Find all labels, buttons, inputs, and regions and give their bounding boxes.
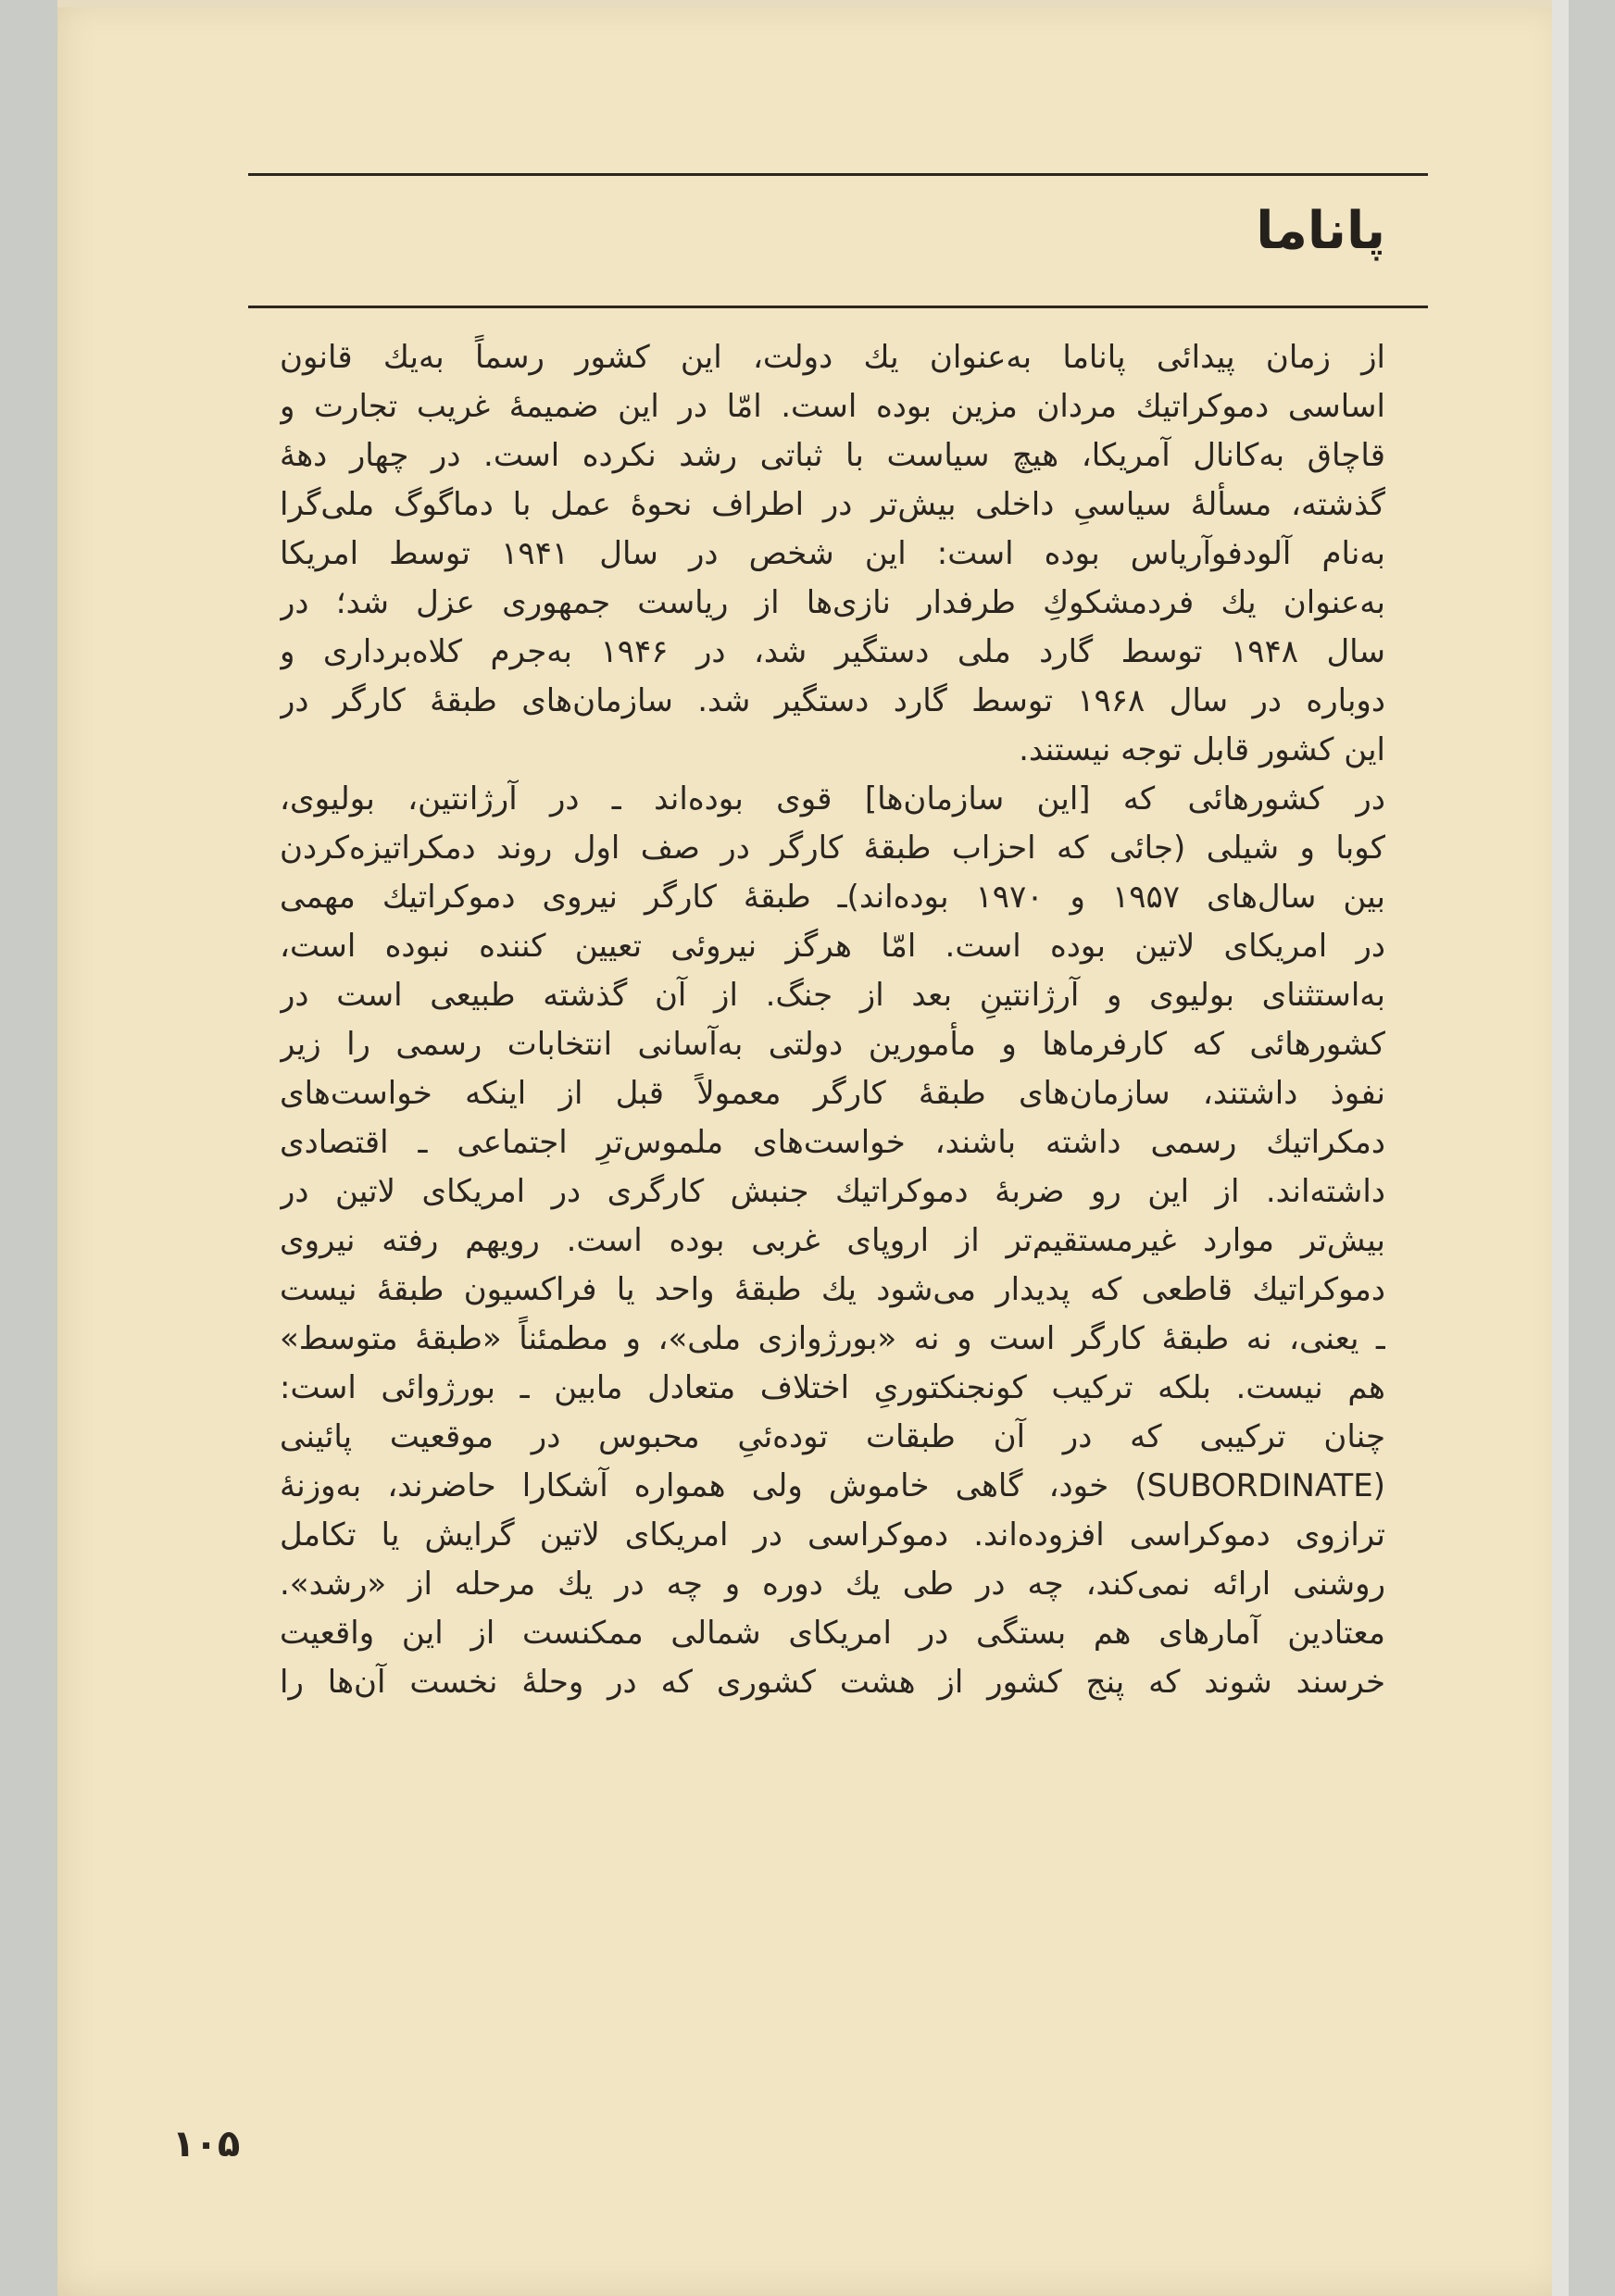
- text-line: بین سال‌های ۱۹۵۷ و ۱۹۷۰ بوده‌اند)ـ طبقهٔ كارگر نیروی دموكراتیك مهمی: [280, 879, 1385, 916]
- text-line: به‌عنوان یك فردمشكوكِ طرفدار نازی‌ها از ریاست جمهوری عزل شد؛ در: [280, 584, 1385, 621]
- text-line: اساسی دموكراتیك مردان مزین بوده است. امّا در این ضمیمهٔ غریب تجارت و: [280, 388, 1385, 425]
- text-line: معتادین آمارهای هم بستگی در امریكای شمالی ممكنست از این واقعیت: [280, 1615, 1385, 1652]
- text-line: این كشور قابل توجه نیستند.: [1019, 731, 1385, 768]
- paragraph-2: [280, 775, 1385, 1707]
- chapter-title: پاناما: [1256, 201, 1385, 261]
- text-line: داشته‌اند. از این رو ضربهٔ دموكراتیك جنبش كارگری در امریكای لاتین در: [280, 1173, 1385, 1210]
- text-line: ترازوی دموكراسی افزوده‌اند. دموكراسی در امریكای لاتین گرایش یا تكامل: [280, 1516, 1385, 1554]
- text-line: هم نیست. بلكه تركیب كونجنكتوریِ اختلاف متعادل مابین ـ بورژوائی است:: [280, 1369, 1385, 1406]
- text-line: چنان تركیبی كه در آن طبقات توده‌ئیِ محبوس در موقعیت پائینی: [280, 1418, 1385, 1455]
- text-line: در امریكای لاتین بوده است. امّا هرگز نیروئی تعیین كننده نبوده است،: [280, 928, 1385, 965]
- text-line: در كشورهائی كه [این سازمان‌ها] قوی بوده‌اند ـ در آرژانتین، بولیوی،: [280, 780, 1385, 817]
- header-rule-bottom: [248, 306, 1428, 308]
- scan-edge: [1552, 0, 1569, 2296]
- page-top-strip: [57, 0, 1569, 7]
- text-line: ـ یعنی، نه طبقهٔ كارگر است و نه «بورژوازی ملی»، و مطمئناً «طبقهٔ متوسط»: [280, 1320, 1385, 1357]
- text-line: دوباره در سال ۱۹۶۸ توسط گارد دستگیر شد. سازمان‌های طبقهٔ كارگر در: [280, 682, 1385, 719]
- text-line: (SUBORDINATE) خود، گاهی خاموش ولی همواره آشكارا حاضرند، به‌وزنهٔ: [280, 1467, 1385, 1504]
- text-line: به‌استثنای بولیوی و آرژانتینِ بعد از جنگ. از آن گذشته طبیعی است در: [280, 977, 1385, 1014]
- text-line: بیش‌تر موارد غیرمستقیم‌تر از اروپای غربی بوده است. رویهم رفته نیروی: [280, 1222, 1385, 1259]
- text-line: دموكراتیك قاطعی كه پدیدار می‌شود یك طبقهٔ واحد یا فراكسیون طبقهٔ نیست: [280, 1271, 1385, 1308]
- text-line: كشورهائی كه كارفرماها و مأمورین دولتی به‌آسانی انتخابات رسمی را زیر: [280, 1026, 1385, 1063]
- text-line: سال ۱۹۴۸ توسط گارد ملی دستگیر شد، در ۱۹۴۶ به‌جرم كلاه‌برداری و: [280, 633, 1385, 670]
- body-text: [280, 333, 1385, 1707]
- text-line: روشنی ارائه نمی‌كند، چه در طی یك دوره و چه در یك مرحله از «رشد».: [280, 1566, 1385, 1603]
- text-line: قاچاق به‌كانال آمریكا، هیچ سیاست با ثباتی رشد نكرده است. در چهار دههٔ: [280, 437, 1385, 474]
- text-line: گذشته، مسألهٔ سیاسیِ داخلی بیش‌تر در اطراف نحوهٔ عمل با دماگوگ ملی‌گرا: [280, 486, 1385, 523]
- text-line: به‌نام آلودفوآریاس بوده است: این شخص در سال ۱۹۴۱ توسط امریكا: [280, 535, 1385, 572]
- text-line: نفوذ داشتند، سازمان‌های طبقهٔ كارگر معمولاً قبل از اینكه خواست‌های: [280, 1075, 1385, 1112]
- text-line: از زمان پیدائی پاناما به‌عنوان یك دولت، این كشور رسماً به‌یك قانون: [280, 339, 1385, 376]
- text-line: دمكراتیك رسمی داشته باشند، خواست‌های ملموس‌ترِ اجتماعی ـ اقتصادی: [280, 1124, 1385, 1161]
- paragraph-1: [280, 333, 1385, 775]
- page-number: ۱۰۵: [172, 2123, 241, 2165]
- text-line: خرسند شوند كه پنج كشور از هشت كشوری كه در وحلهٔ نخست آن‌ها را: [280, 1664, 1385, 1701]
- text-line: كوبا و شیلی (جائی كه احزاب طبقهٔ كارگر در صف اول روند دمكراتیزه‌كردن: [280, 830, 1385, 867]
- header-rule-top: [248, 173, 1428, 176]
